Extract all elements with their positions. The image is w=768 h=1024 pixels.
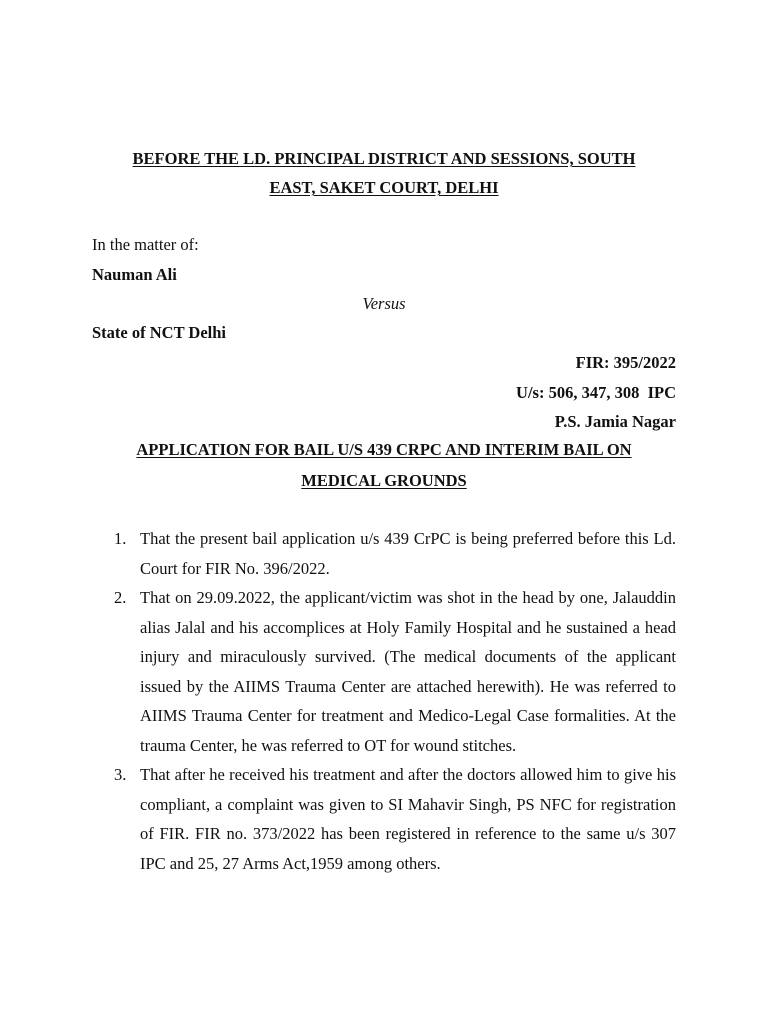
application-title: [92, 434, 676, 496]
petitioner-name: Nauman Ali: [92, 265, 177, 284]
respondent-name: State of NCT Delhi: [92, 323, 226, 342]
versus-label: Versus: [362, 294, 406, 313]
list-item: [92, 583, 676, 760]
court-heading: [92, 144, 676, 202]
matter-intro: In the matter of:: [92, 235, 199, 254]
list-item: [92, 760, 676, 878]
paragraph-number: 2.: [114, 588, 127, 607]
application-title-line-2: MEDICAL GROUNDS: [301, 471, 467, 490]
paragraph-text: That after he received his treatment and after the doctors allowed him to give his compliant, a complaint was given to SI Mahavir Singh, PS NFC for registration of FIR. FIR no. 373/2022 has been registered in reference to the same u/s 307 IPC and 25, 27 Arms Act,1959 among others.: [140, 765, 676, 873]
paragraph-number: 3.: [114, 765, 127, 784]
police-station: P.S. Jamia Nagar: [554, 412, 676, 431]
paragraph-number: 1.: [114, 529, 127, 548]
paragraph-text: That the present bail application u/s 439 CrPC is being preferred before this Ld. Court for FIR No. 396/2022.: [140, 529, 676, 578]
paragraph-text: That on 29.09.2022, the applicant/victim was shot in the head by one, Jalauddin alias Jalal and his accomplices at Holy Family Hospital and he sustained a head injury and miraculously survived. (The medical documents of the applicant issued by the AIIMS Trauma Center are attached herewith). He was referred to AIIMS Trauma Center for treatment and Medico-Legal Case formalities. At the trauma Center, he was referred to OT for wound stitches.: [140, 588, 676, 755]
ipc-sections: U/s: 506, 347, 308 IPC: [516, 383, 676, 402]
fir-number: FIR: 395/2022: [575, 353, 676, 372]
court-heading-line-1: BEFORE THE LD. PRINCIPAL DISTRICT AND SESSIONS, SOUTH: [132, 149, 636, 168]
grounds-list: [92, 524, 676, 878]
application-title-line-1: APPLICATION FOR BAIL U/S 439 CRPC AND INTERIM BAIL ON: [136, 440, 632, 459]
court-heading-line-2: EAST, SAKET COURT, DELHI: [269, 178, 499, 197]
list-item: [92, 524, 676, 583]
